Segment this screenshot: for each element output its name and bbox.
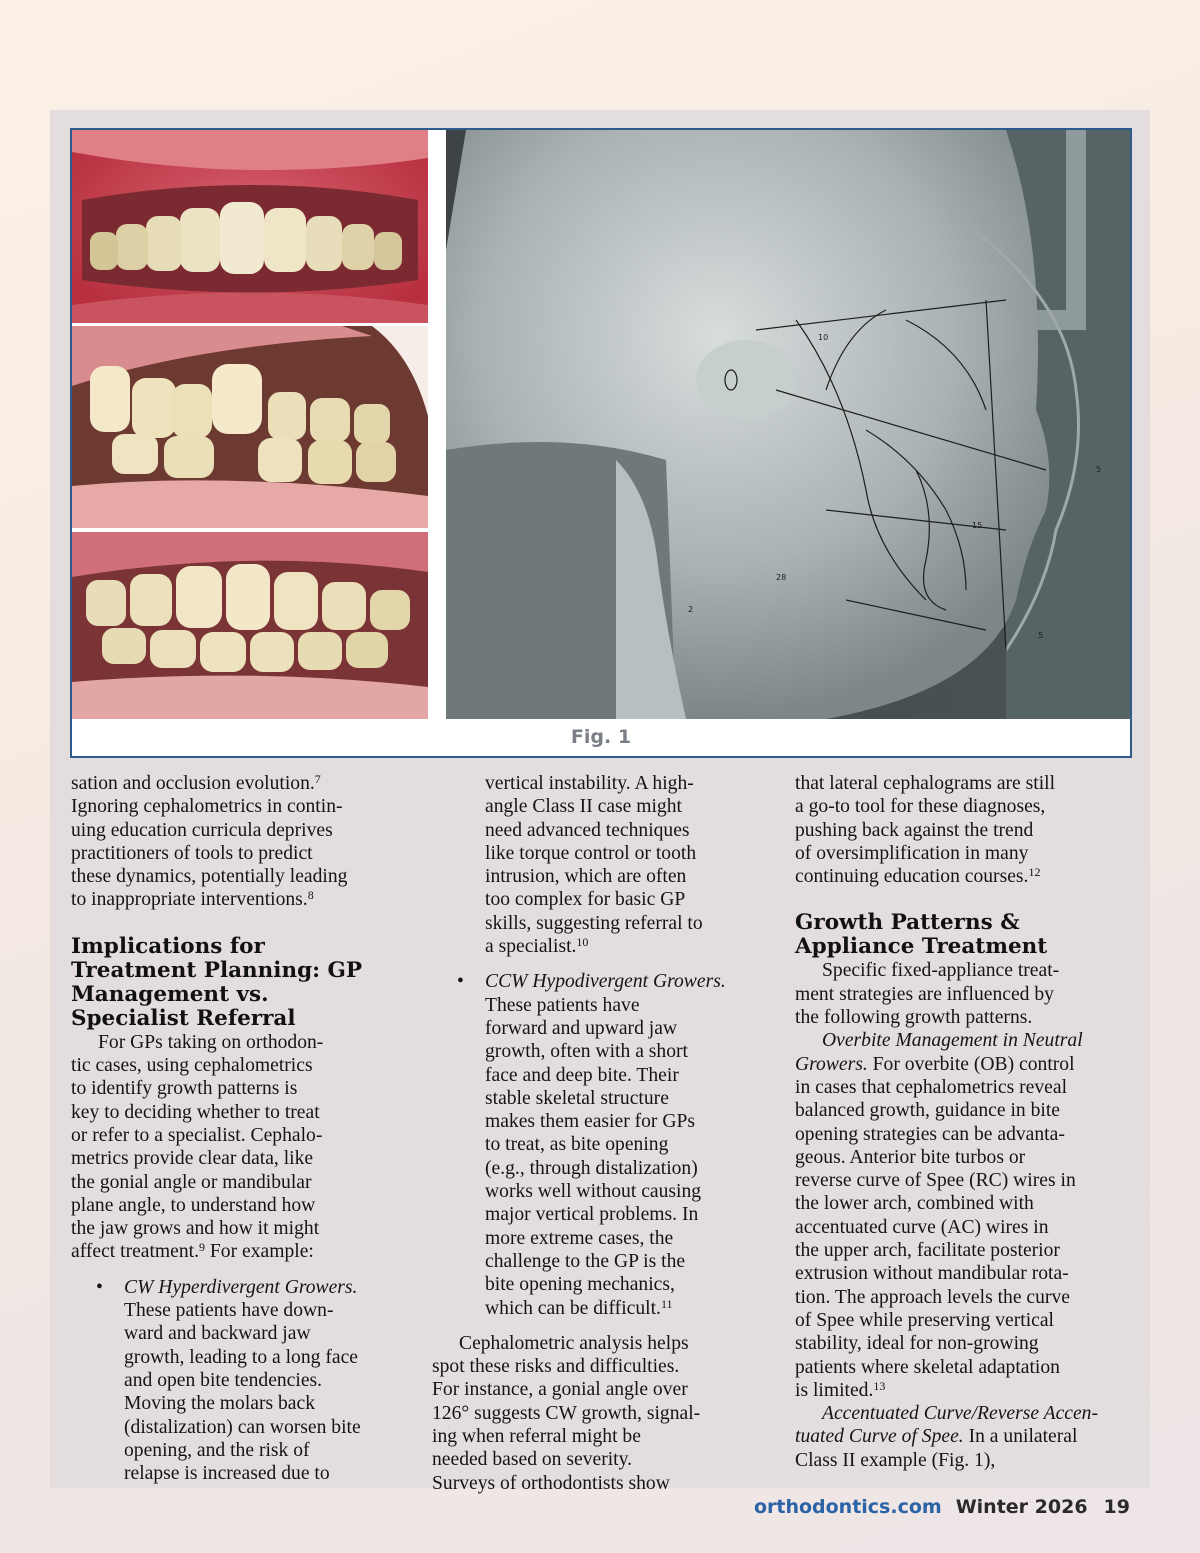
subsection-title: tuated Curve of Spee. [795, 1426, 964, 1448]
issue-label: Winter 2026 [955, 1496, 1088, 1518]
bullet-continuation: vertical instability. A high- angle Class II case might need advanced techniques like torque control or tooth intrusion, which are often too complex for basic GP skills, suggesting referral to a specialist.$^{10}$ [485, 773, 703, 958]
footnote-ref: 7 [314, 772, 321, 786]
text-column-1 [71, 772, 411, 1485]
paragraph: that lateral cephalograms are still a go-to tool for these diagnoses, pushing back against the trend of oversimplification in many continuing education courses.$^{12}$ [795, 773, 1056, 888]
xray-label: 28 [776, 573, 787, 582]
text-column-2 [432, 772, 772, 1495]
xray-label: 10 [818, 333, 829, 342]
subsection-title: Overbite Management in Neutral [822, 1030, 1083, 1052]
footnote-ref: 11 [660, 1296, 673, 1311]
footnote-ref: 9 [199, 1240, 206, 1255]
subsection-title: Accentuated Curve/Reverse Accen- [822, 1403, 1098, 1425]
footnote-ref: 13 [873, 1378, 886, 1393]
xray-label: 5 [1096, 465, 1102, 474]
paragraph: Overbite Management in Neutral Growers. For overbite (OB) control in cases that cephalometrics reveal balanced growth, guidance in bite opening strategies can be advanta- geous. Anterior bite turbos or reverse curve of Spee (RC) wires in the lower arch, combined with accentuated curve (AC) wires in the upper arch, facilitate posterior extrusion without mandibular rota- tion. The approach levels the curve of Spee while preserving vertical stability, ideal for non-growing patients where skeletal adaptation is limited.$^{13}$ [795, 1030, 1083, 1401]
intraoral-frontal-photo [72, 130, 428, 323]
paragraph: Accentuated Curve/Reverse Accen- tuated Curve of Spee. In a unilateral Class II example (Fig. 1), [795, 1403, 1098, 1471]
text-column-3 [795, 772, 1135, 1472]
page-footer [754, 1496, 1130, 1518]
lateral-cephalogram-with-tracing [446, 130, 1130, 719]
paragraph: For GPs taking on orthodon- tic cases, using cephalometrics to identify growth patterns is key to deciding whether to treat or refer to a specialist. Cephalo- metrics provide clear data, like the gonial angle or mandibular plane angle, to understand how the jaw grows and how it might affect treatment.$^9$ For example: [71, 1031, 324, 1263]
bullet-title: CW Hyperdivergent Growers. [124, 1276, 358, 1298]
paragraph: Cephalometric analysis helps spot these risks and difficulties. For instance, a gonial angle over 126° suggests CW growth, signal- ing when referral might be needed based on severity. Surveys of orthodontists show [432, 1332, 701, 1494]
paragraph: Specific fixed-appliance treat- ment strategies are influenced by the following growth patterns. [795, 960, 1060, 1029]
intraoral-right-lateral-photo [72, 326, 428, 528]
xray-label: 5 [1038, 631, 1044, 640]
bullet-title: CCW Hypodivergent Growers. [485, 971, 726, 993]
intraoral-left-lateral-photo [72, 532, 428, 719]
page-number: 19 [1103, 1496, 1130, 1518]
footnote-ref: 10 [576, 935, 589, 950]
website-link[interactable]: orthodontics.com [753, 1496, 942, 1518]
bullet-item: • CCW Hypodivergent Growers. These patients have forward and upward jaw growth, often with a short face and deep bite. Their stable skeletal structure makes them easier for GPs to treat, as bite opening (e.g., through distalization) works well without causing major vertical problems. In more extreme cases, the challenge to the GP is the bite opening mechanics, which can be difficult.$^{11}$ [457, 971, 726, 1319]
footnote-ref: 8 [307, 888, 314, 903]
bullet-item: • CW Hyperdivergent Growers. These patients have down- ward and backward jaw growth, leading to a long face and open bite tendencies. Moving the molars back (distalization) can worsen bite opening, and the risk of relapse is increased due to [96, 1276, 361, 1485]
section-heading: Growth Patterns & Appliance Treatment [795, 910, 1048, 960]
bullet-dot: • [96, 1276, 103, 1298]
section-heading: Implications for Treatment Planning: GP Management vs. Specialist Referral [71, 933, 363, 1031]
figure-caption: Fig. 1 [570, 726, 632, 748]
footnote-ref: 12 [1028, 865, 1041, 880]
xray-label: 2 [688, 605, 694, 614]
bullet-dot: • [457, 971, 464, 993]
paragraph: sation and occlusion evolution.$^7$ Ignoring cephalometrics in contin- uing education curricula deprives practitioners of tools to predict these dynamics, potentially leading to inappropriate interventions.$^8$ [71, 772, 348, 911]
subsection-title: Growers. [795, 1053, 868, 1075]
xray-label: 15 [972, 521, 983, 530]
